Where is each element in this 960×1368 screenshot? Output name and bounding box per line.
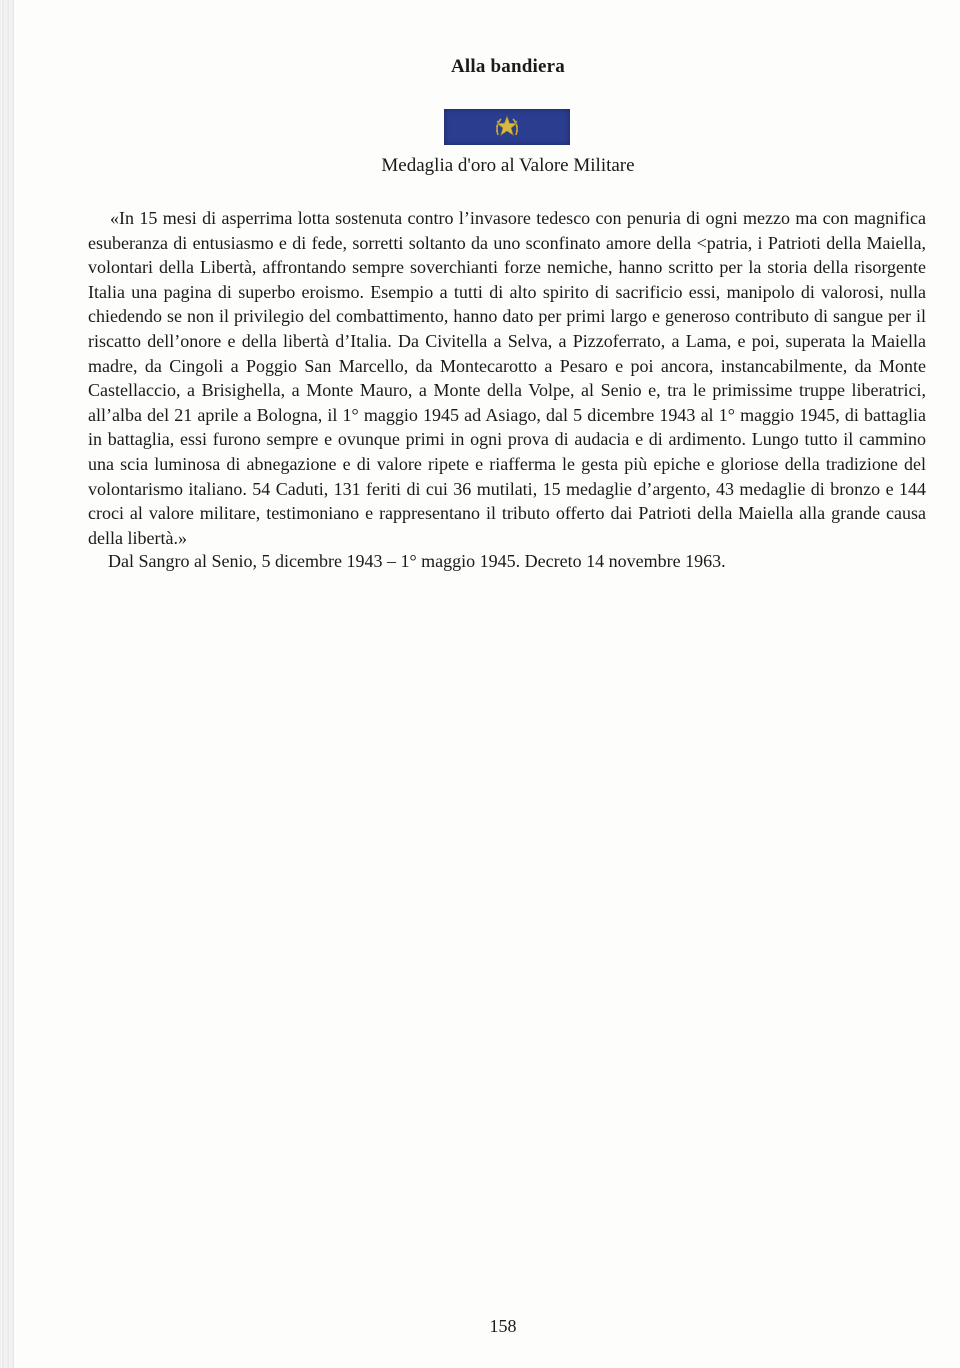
page-title: Alla bandiera bbox=[451, 56, 565, 77]
medal-ribbon bbox=[444, 109, 570, 145]
page-binding-edge bbox=[0, 0, 14, 1368]
citation-text: «In 15 mesi di asperrima lotta sostenuta contro l’invasore tedesco con penuria di ogni mezzo ma con magnifica esuberanza di entusiasmo e di fede, sorretti soltanto da uno sconfinato amore della <patria, i Patrioti della Maiella, volontari della Libertà, affrontando sempre soverchianti forze nemiche, hanno scritto per la storia della risorgente Italia una pagina di superbo eroismo. Esempio a tutti di alto spirito di sacrificio essi, manipolo di valorosi, nulla chiedendo se non il privilegio del combattimento, hanno dato per primi largo e generoso contributo di sangue per il riscatto dell’onore e della libertà d’Italia. Da Civitella a Selva, a Pizzoferrato, a Lama, e poi, superata la Maiella madre, da Cingoli a Poggio San Marcello, da Montecarotto a Pesaro e poi ancora, instancabilmente, da Monte Castellaccio, a Brisighella, a Monte Mauro, a Monte della Volpe, al Senio e, tra le primissime truppe liberatrici, all’alba del 21 aprile a Bologna, il 1° maggio 1945 ad Asiago, dal 5 dicembre 1943 al 1° maggio 1945, di battaglia in battaglia, essi furono sempre e ovunque primi in ogni prova di audacia e di ardimento. Lungo tutto il cammino una scia luminosa di abnegazione e di valore ripete e riafferma le gesta più epiche e gloriose della tradizione del volontarismo italiano. 54 Caduti, 131 feriti di cui 36 mutilati, 15 medaglie d’argento, 43 medaglie di bronzo e 144 croci al valore militare, testimoniano e rappresentano il tributo offerto dai Patrioti della Maiella alla grande causa della libertà.» bbox=[88, 208, 926, 548]
citation-paragraph bbox=[88, 206, 926, 550]
medal-caption: Medaglia d'oro al Valore Militare bbox=[381, 155, 635, 176]
page-number: 158 bbox=[489, 1316, 517, 1336]
citation-closing-line: Dal Sangro al Senio, 5 dicembre 1943 – 1° maggio 1945. Decreto 14 novembre 1963. bbox=[108, 551, 726, 571]
gold-star-wreath-icon bbox=[493, 113, 521, 141]
